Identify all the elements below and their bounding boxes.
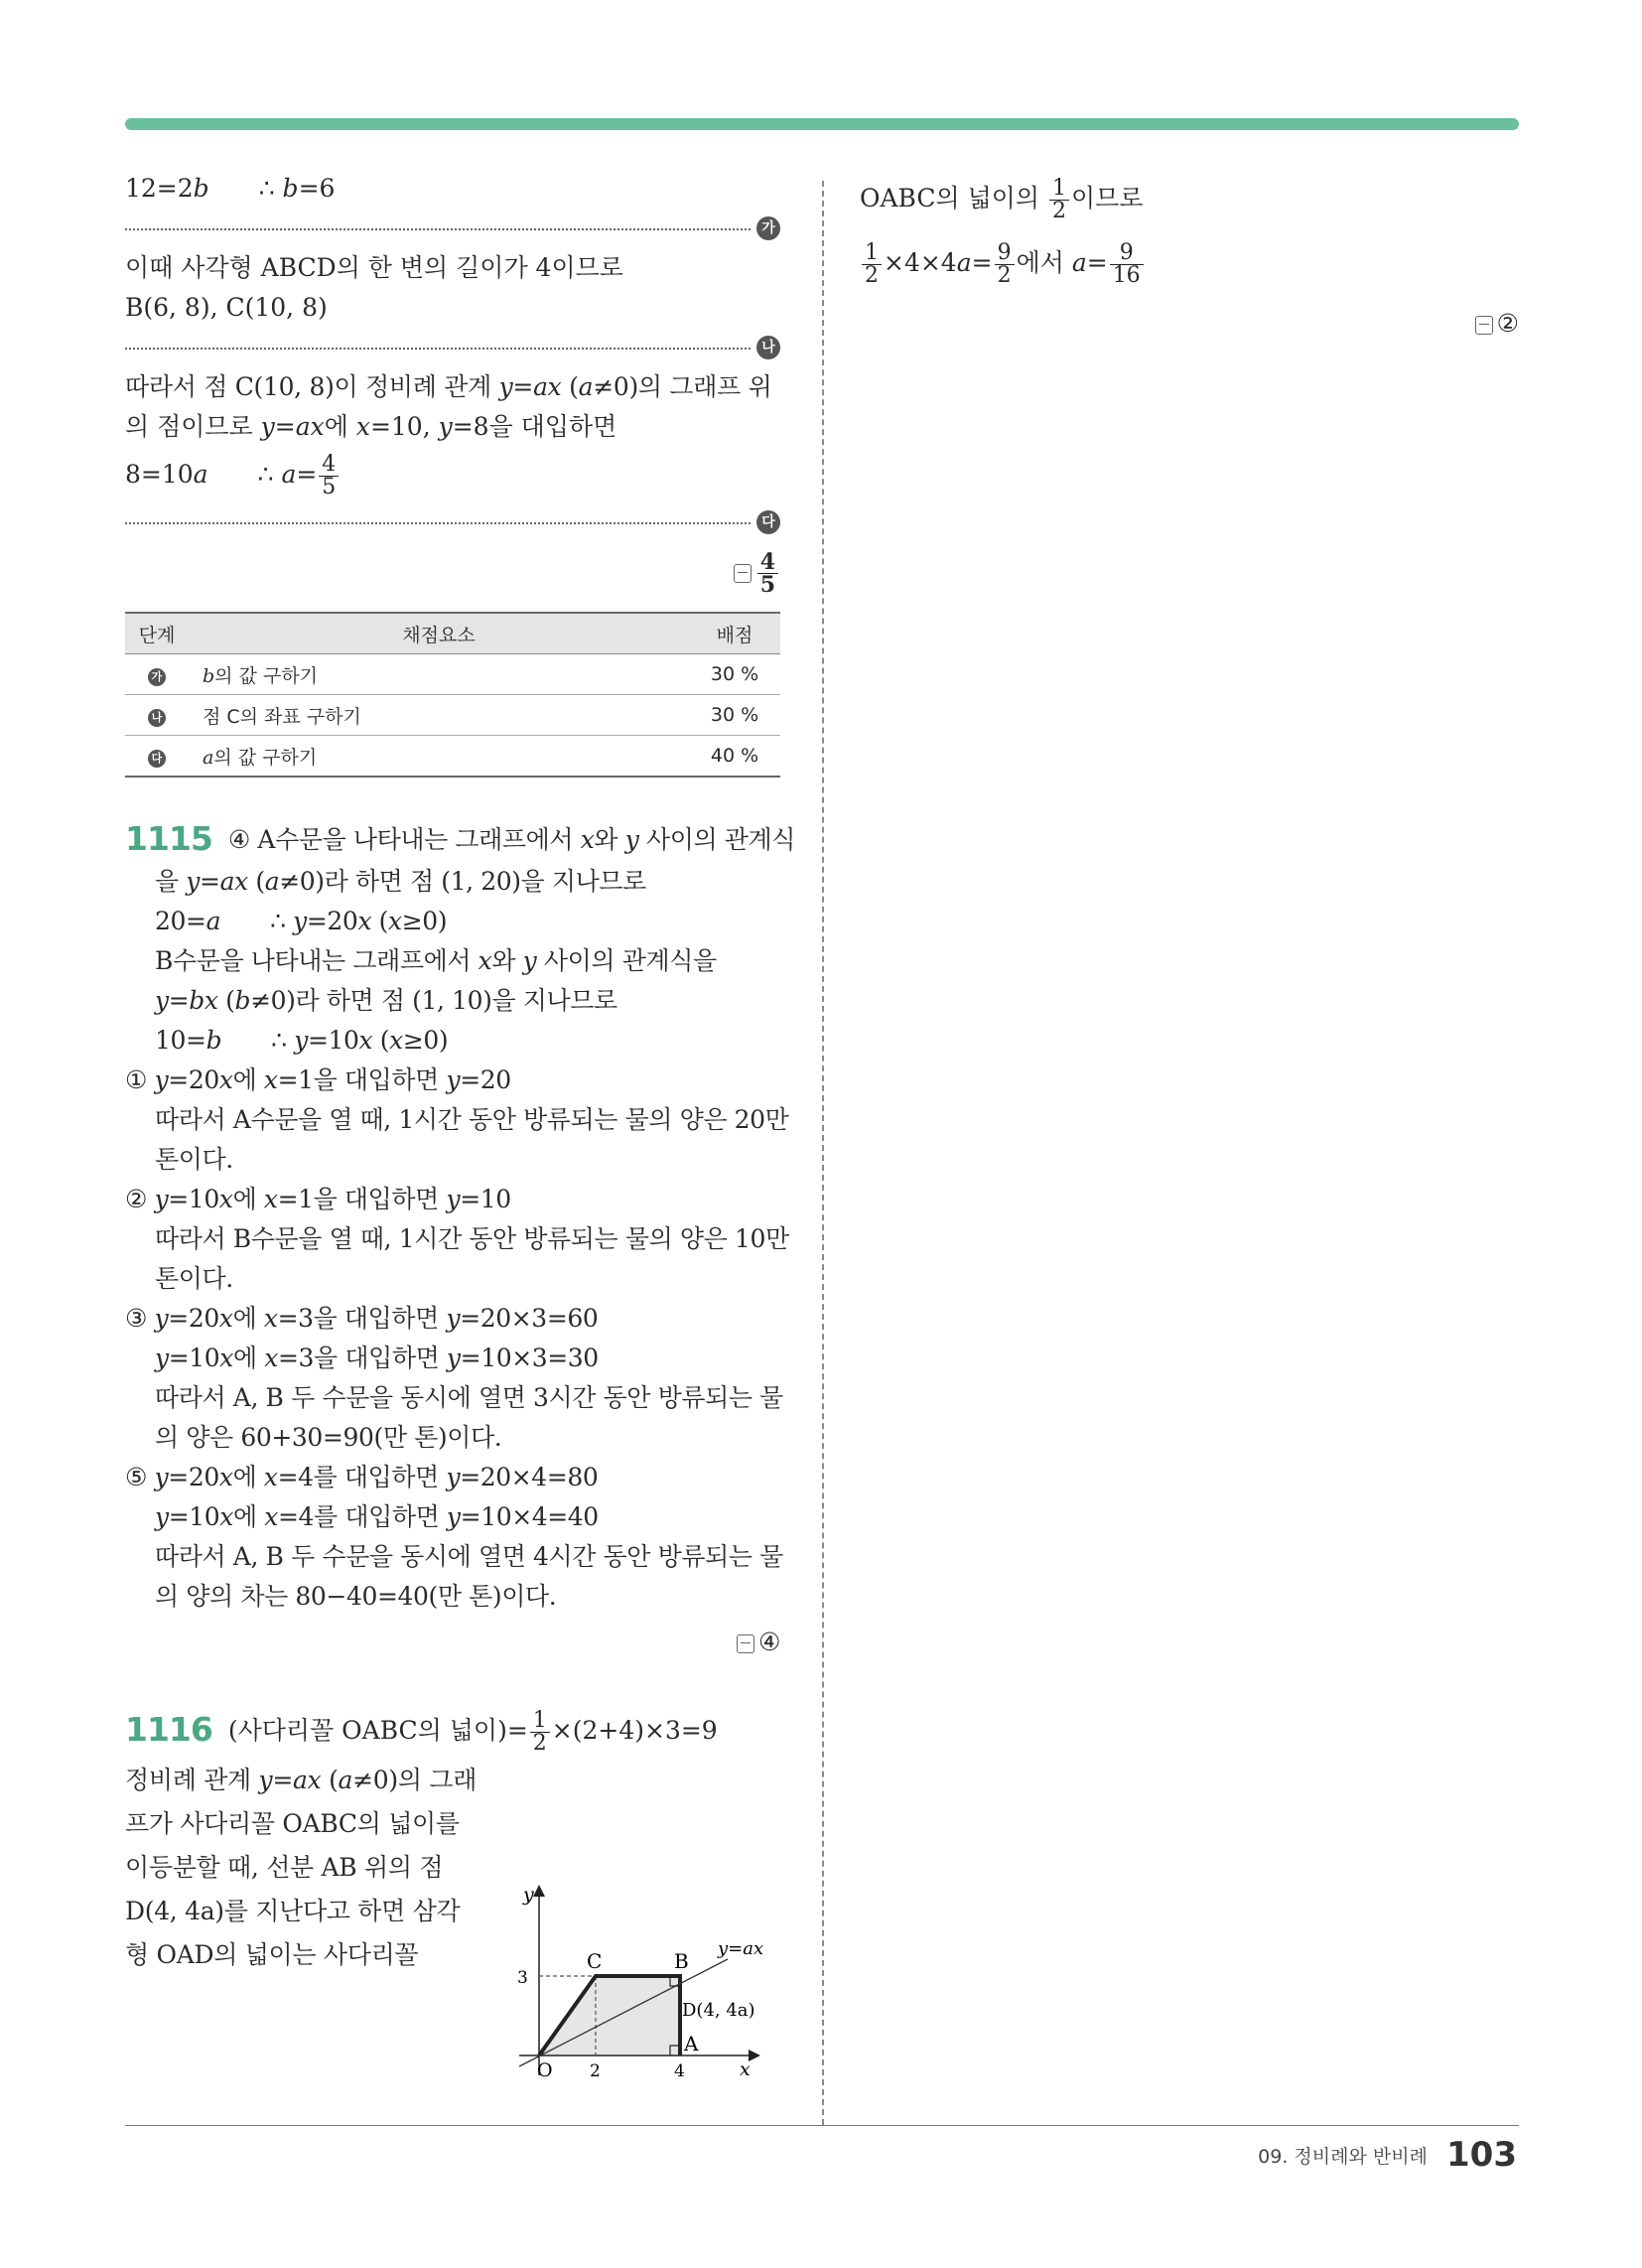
step-separator-na: 나: [125, 328, 780, 367]
tick-label-4: 4: [674, 2061, 685, 2081]
trapezoid-shade: [539, 1976, 680, 2055]
table-row: 나 점 C의 좌표 구하기 30 %: [125, 695, 780, 736]
point-B-label: B: [674, 1949, 689, 1973]
problem-number: 1116: [125, 1710, 212, 1749]
text-line: 의 점이므로 y=ax에 x=10, y=8을 대입하면: [125, 412, 617, 441]
point-C-label: C: [587, 1949, 603, 1973]
origin-label: O: [537, 2059, 553, 2081]
text-line: $\frac{1}{2}$ ×4×4a= $\frac{9}{2}$ 에서 a= $\frac{9}{16}$: [860, 228, 1519, 298]
text-line: 8=10a ∴ a= $\frac{4}{5}$: [125, 447, 780, 502]
step-separator-ga: 가: [125, 209, 780, 248]
page-footer: [1258, 2135, 1517, 2175]
text-line: 12=2b ∴ b=6: [125, 174, 336, 203]
point-A-label: A: [684, 2032, 699, 2055]
right-column: [860, 169, 1519, 344]
text-line: OABC의 넓이의 $\frac{1}{2}$ 이므로: [860, 176, 1144, 223]
tick-label-2: 2: [590, 2061, 601, 2081]
left-column: [125, 169, 796, 1977]
fraction: $\frac{4}{5}$: [319, 454, 339, 498]
point-D-label: D(4, 4a): [682, 2000, 755, 2021]
footer-rule: [125, 2125, 1519, 2126]
answer-icon: [1475, 316, 1493, 335]
table-row: 가 b의 값 구하기 30 %: [125, 654, 780, 695]
text-line: B(6, 8), C(10, 8): [125, 293, 328, 322]
text-line: 이때 사각형 ABCD의 한 변의 길이가 4이므로: [125, 253, 623, 282]
answer: $\frac{4}{5}$: [125, 542, 780, 602]
problem-1115: 1115 ④ A수문을 나타내는 그래프에서 x와 y 사이의 관계식 을 y=ax (a≠0)라 하면 점 (1, 20)을 지나므로 20=a ∴ y=20x (x≥0) B수문을 나타내는 그래프에서 x와 y 사이의 관계식을 y=bx (b≠0)라 하면 점 (1, 10)을 지나므로 10=b ∴ y=10x (x≥0) ① y=20x에 x=1을 대입하면 y=20 따라서 A수문을 열 때, 1시간 동안 방류되는 물의 양은 20만 톤이다. ② y=10x에 x=1을 대입하면 y=10 따라서 B수문을 열 때, 1시간 동안 방류되는 물의 양은 10만 톤이다. ③ y=20x에 x=3을 대입하면 y=20×3=60 y=10x에 x=3을 대입하면 y=10×3=30 따라서 A, B 두 수문을 동시에 열면 3시간 동안 방류되는 물 의 양은 60+30=90(만 톤)이다. ⑤ y=20x에 x=4를 대입하면 y=20×4=80 y=10x에 x=4를 대입하면 y=10×4=40 따라서 A, B 두 수문을 동시에 열면 4시간 동안 방류되는 물 의 양의 차는 80−40=40(만 톤)이다. ④: [125, 817, 780, 1662]
y-axis-label: y: [523, 1884, 534, 1906]
page-number: 103: [1446, 2135, 1517, 2175]
answer: ④: [125, 1623, 780, 1662]
step-separator-da: 다: [125, 502, 780, 542]
column-divider: [822, 181, 824, 2125]
top-accent-bar: [125, 118, 1519, 130]
answer: ②: [860, 304, 1519, 344]
scoring-table: 단계 채점요소 배점 가 b의 값 구하기 30 % 나 점 C의 좌표 구하기 30 % 다 a의 값 구하기 40 %: [125, 612, 780, 778]
x-axis-label: x: [740, 2058, 751, 2080]
answer-icon: [737, 1634, 754, 1653]
tick-label-3: 3: [517, 1968, 528, 1988]
line-label: y=ax: [718, 1938, 764, 1959]
text-line: 따라서 점 C(10, 8)이 정비례 관계 y=ax (a≠0)의 그래프 위: [125, 372, 772, 401]
problem-1116: 1116 (사다리꼴 OABC의 넓이)= $\frac{1}{2}$ ×(2+4)×3=9 정비례 관계 y=ax (a≠0)의 그래 프가 사다리꼴 OABC의 넓이를 이등분할 때, 선분 AB 위의 점 D(4, 4a)를 지난다고 하면 삼각 형 OAD의 넓이는 사다리꼴: [125, 1708, 718, 1969]
table-row: 다 a의 값 구하기 40 %: [125, 736, 780, 778]
answer-icon: [734, 564, 752, 583]
problem-number: 1115: [125, 819, 212, 858]
chapter-title: 09. 정비례와 반비례: [1258, 2145, 1428, 2168]
trapezoid-figure: [501, 1877, 799, 2105]
